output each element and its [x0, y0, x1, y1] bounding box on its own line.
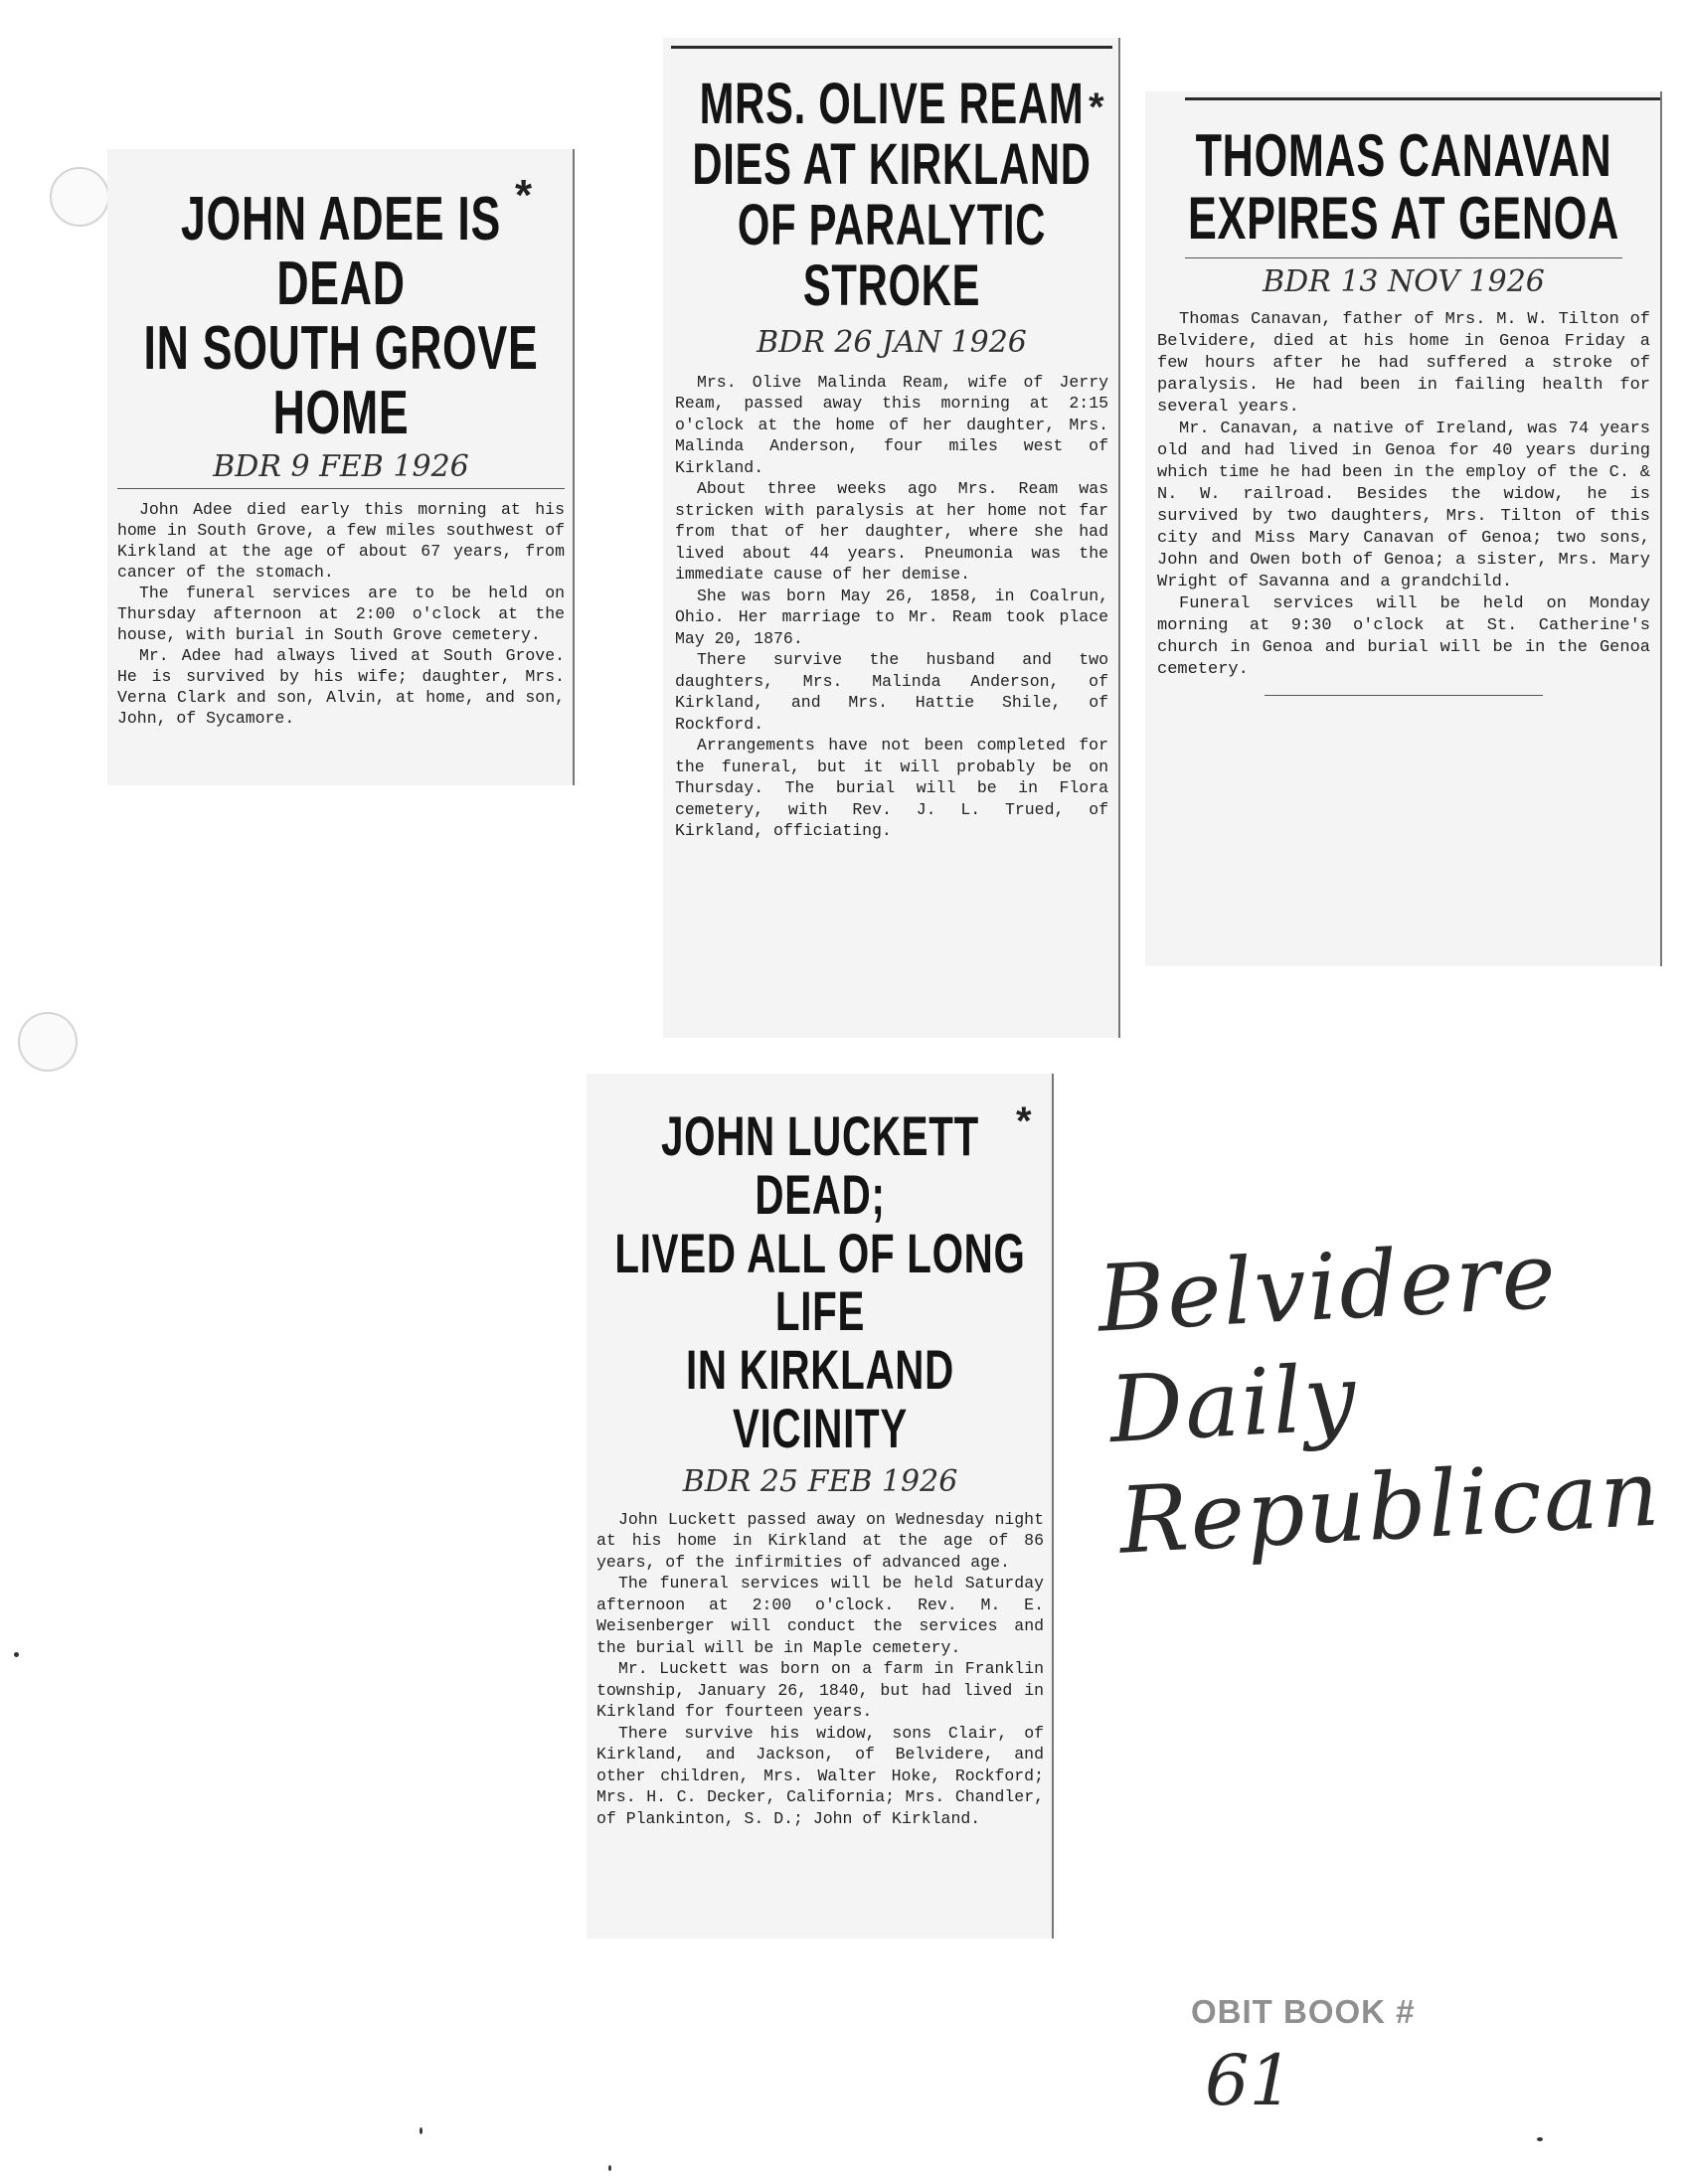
body-paragraph: John Luckett passed away on Wednesday night at his home in Kirkland at the age of 86 years, of the infirmities of advanced age.	[596, 1509, 1044, 1572]
handwritten-dateline: BDR 9 FEB 1926	[213, 449, 469, 485]
body-paragraph: About three weeks ago Mrs. Ream was stricken with paralysis at her home not far from that of her daughter, where she had lived about 44 years. Pneumonia was the immediate cause of her demise.	[675, 479, 1108, 585]
clipping-edge	[573, 149, 575, 785]
obit-book-label: OBIT BOOK #	[1191, 1993, 1416, 2030]
obituary-clipping-adee	[107, 149, 575, 785]
body-paragraph: There survive his widow, sons Clair, of Kirkland, and Jackson, of Belvidere, and other children, Mrs. Walter Hoke, Rockford; Mrs. H. C. Decker, California; Mrs. Chandler, of Plankinton, S. D.; John of Kirkland.	[596, 1723, 1044, 1828]
body-paragraph: John Adee died early this morning at his home in South Grove, a few miles southwest of Kirkland at the age of about 67 years, from cancer of the stomach.	[117, 500, 565, 583]
clipping-edge	[1118, 38, 1120, 1038]
body-paragraph: Thomas Canavan, father of Mrs. M. W. Tilton of Belvidere, died at his home in Genoa Friday a few hours after he had suffered a stroke of paralysis. He had been in failing health for several years.	[1157, 310, 1650, 417]
headline-line: IN KIRKLAND VICINITY	[686, 1338, 954, 1459]
obituary-clipping-canavan	[1145, 91, 1662, 966]
asterisk-marker: *	[515, 171, 533, 220]
body-paragraph: Mr. Canavan, a native of Ireland, was 74 years old and had lived in Genoa for 40 years during which time he had been in the employ of the C. & N. W. railroad. Besides the widow, he is survived by two daughters, Mrs. Tilton of this city and Miss Mary Canavan of Genoa; two sons, John and Owen both of Genoa; a sister, Mrs. Mary Wright of Savanna and a grandchild.	[1157, 420, 1650, 591]
body-paragraph: Mr. Adee had always lived at South Grove. He is survived by his wife; daughter, Mrs. Verna Clark and son, Alvin, at home, and son, John, of Sycamore.	[117, 646, 565, 729]
handwritten-source-note	[1095, 1222, 1664, 1579]
handwritten-dateline: BDR 13 NOV 1926	[1263, 264, 1545, 299]
body-paragraph: Mrs. Olive Malinda Ream, wife of Jerry Ream, passed away this morning at 2:15 o'clock at the home of her daughter, Mrs. Malinda Anderson, four miles west of Kirkland.	[675, 372, 1108, 477]
body-paragraph: Funeral services will be held on Monday morning at 9:30 o'clock at St. Catherine's church in Genoa and burial will be in the Genoa cemetery.	[1157, 594, 1650, 679]
clipping-headline	[684, 49, 1099, 317]
body-paragraph: She was born May 26, 1858, in Coalrun, Ohio. Her marriage to Mr. Ream took place May 20, 1876.	[675, 586, 1108, 648]
scan-speck	[14, 1652, 19, 1657]
clipping-body	[587, 1499, 1054, 1830]
body-paragraph: The funeral services will be held Saturday afternoon at 2:00 o'clock. Rev. M. E. Weisenberger will conduct the services and the burial will be in Maple cemetery.	[596, 1574, 1044, 1657]
headline-line: MRS. OLIVE REAM	[699, 72, 1085, 136]
handwritten-dateline: BDR 26 JAN 1926	[757, 324, 1027, 360]
headline-line: OF PARALYTIC STROKE	[737, 192, 1047, 318]
clipping-edge	[1660, 91, 1662, 966]
obituary-clipping-luckett	[587, 1074, 1054, 1938]
obit-book-number: 61	[1205, 2040, 1294, 2121]
asterisk-marker: *	[1016, 1099, 1032, 1143]
headline-line: LIVED ALL OF LONG LIFE	[614, 1221, 1026, 1343]
scan-speck	[1537, 2137, 1543, 2141]
headline-line: JOHN LUCKETT DEAD;	[660, 1104, 979, 1226]
divider	[1185, 257, 1622, 258]
asterisk-marker: *	[1089, 85, 1104, 129]
handwritten-line: Republican	[1116, 1439, 1664, 1575]
punch-hole-top	[50, 167, 109, 227]
body-paragraph: Arrangements have not been completed for the funeral, but it will probably be on Thursday. The burial will be in Flora cemetery, with Rev. J. L. Trued, of Kirkland, officiating.	[675, 736, 1108, 841]
headline-line: JOHN ADEE IS DEAD	[180, 185, 502, 319]
handwritten-line: Belvidere	[1095, 1222, 1561, 1353]
clipping-body	[107, 489, 575, 729]
body-paragraph: There survive the husband and two daughters, Mrs. Malinda Anderson, of Kirkland, and Mrs. Hattie Shile, of Rockford.	[675, 650, 1108, 734]
bottom-rule	[1265, 695, 1543, 696]
handwritten-line: Daily	[1106, 1344, 1361, 1464]
scan-speck	[608, 2165, 611, 2171]
clipping-body	[1145, 299, 1662, 681]
punch-hole-middle	[18, 1012, 78, 1072]
clipping-edge	[1052, 1074, 1054, 1938]
body-paragraph: The funeral services are to be held on Thursday afternoon at 2:00 o'clock at the house, with burial in South Grove cemetery.	[117, 584, 565, 645]
headline-line: IN SOUTH GROVE HOME	[143, 314, 539, 448]
clipping-headline	[1175, 100, 1633, 250]
headline-line: EXPIRES AT GENOA	[1187, 185, 1619, 252]
obituary-clipping-ream	[663, 38, 1120, 1038]
clipping-headline	[609, 1074, 1032, 1458]
headline-line: THOMAS CANAVAN	[1195, 122, 1612, 189]
headline-line: DIES AT KIRKLAND	[692, 131, 1092, 197]
clipping-body	[663, 360, 1120, 842]
body-paragraph: Mr. Luckett was born on a farm in Franklin township, January 26, 1840, but had lived in Kirkland for fourteen years.	[596, 1659, 1044, 1722]
scan-speck	[420, 2127, 422, 2134]
handwritten-dateline: BDR 25 FEB 1926	[682, 1463, 958, 1499]
clipping-headline	[130, 149, 553, 448]
